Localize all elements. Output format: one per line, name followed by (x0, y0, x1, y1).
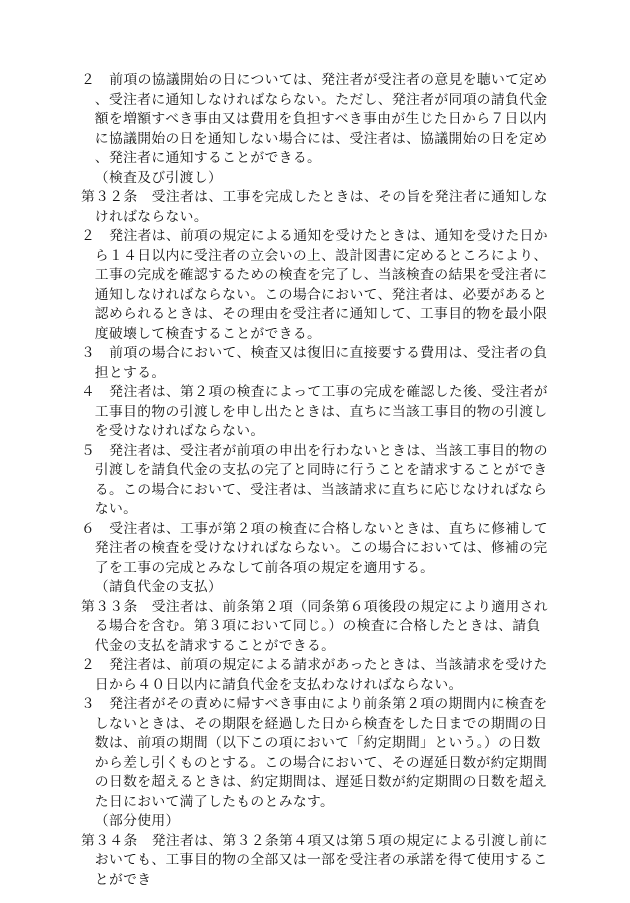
paragraph-32-5: ５ 発注者は、受注者が前項の申出を行わないときは、当該工事目的物の引渡しを請負代金の支払の完了と同時に行うことを請求することができる。この場合において、受注者は、当該請求に直ちに応じなければならない。 (81, 442, 548, 517)
paragraph-33-2: ２ 発注者は、前項の規定による請求があったときは、当該請求を受けた日から４０日以内に請負代金を支払わなければならない。 (81, 657, 548, 693)
paragraph-32-6: ６ 受注者は、工事が第２項の検査に合格しないときは、直ちに修補して発注者の検査を受けなければならない。この場合においては、修補の完了を工事の完成とみなして前各項の規定を適用する。 (81, 520, 548, 576)
paragraph-32-4: ４ 発注者は、第２項の検査によって工事の完成を確認した後、受注者が工事目的物の引渡しを申し出たときは、直ちに当該工事目的物の引渡しを受けなければならない。 (81, 384, 548, 439)
heading-partial-use: （部分使用） (94, 813, 180, 829)
paragraph-33-3: ３ 発注者がその責めに帰すべき事由により前条第２項の期間内に検査をしないときは、その期限を経過した日から検査をした日までの期間の日数は、前項の期間（以下この項において「約定期間」という。）の日数から差し引くものとする。この場合において、その遅延日数が約定期間の日数を超えるときは、約定期間は、遅延日数が約定期間の日数を超えた日において満了したものとみなす。 (81, 696, 548, 810)
article-32: 第３２条 受注者は、工事を完成したときは、その旨を発注者に通知しなければならない。 (81, 189, 548, 225)
paragraph-32-3: ３ 前項の場合において、検査又は復旧に直接要する費用は、受注者の負担とする。 (81, 345, 548, 381)
document-body (81, 71, 553, 890)
article-34: 第３４条 発注者は、第３２条第４項又は第５項の規定による引渡し前においても、工事目的物の全部又は一部を受注者の承諾を得て使用することができ (81, 832, 548, 888)
heading-payment: （請負代金の支払） (94, 579, 223, 595)
paragraph-32-2: ２ 発注者は、前項の規定による通知を受けたときは、通知を受けた日から１４日以内に受注者の立会いの上、設計図書に定めるところにより、工事の完成を確認するための検査を完了し、当該検査の結果を受注者に通知しなければならない。この場合において、発注者は、必要があると認められるときは、その理由を受注者に通知して、工事目的物を最小限度破壊して検査することができる。 (81, 228, 548, 342)
heading-inspection-delivery: （検査及び引渡し） (94, 169, 223, 186)
article-33: 第３３条 受注者は、前条第２項（同条第６項後段の規定により適用される場合を含む。第３項において同じ。）の検査に合格したときは、請負代金の支払を請求することができる。 (81, 598, 548, 654)
paragraph-31-2: ２ 前項の協議開始の日については、発注者が受注者の意見を聴いて定め、受注者に通知しなければならない。ただし、発注者が同項の請負代金額を増額すべき事由又は費用を負担すべき事由が生じた日から７日以内に協議開始の日を通知しない場合には、受注者は、協議開始の日を定め、発注者に通知することができる。 (81, 72, 548, 166)
